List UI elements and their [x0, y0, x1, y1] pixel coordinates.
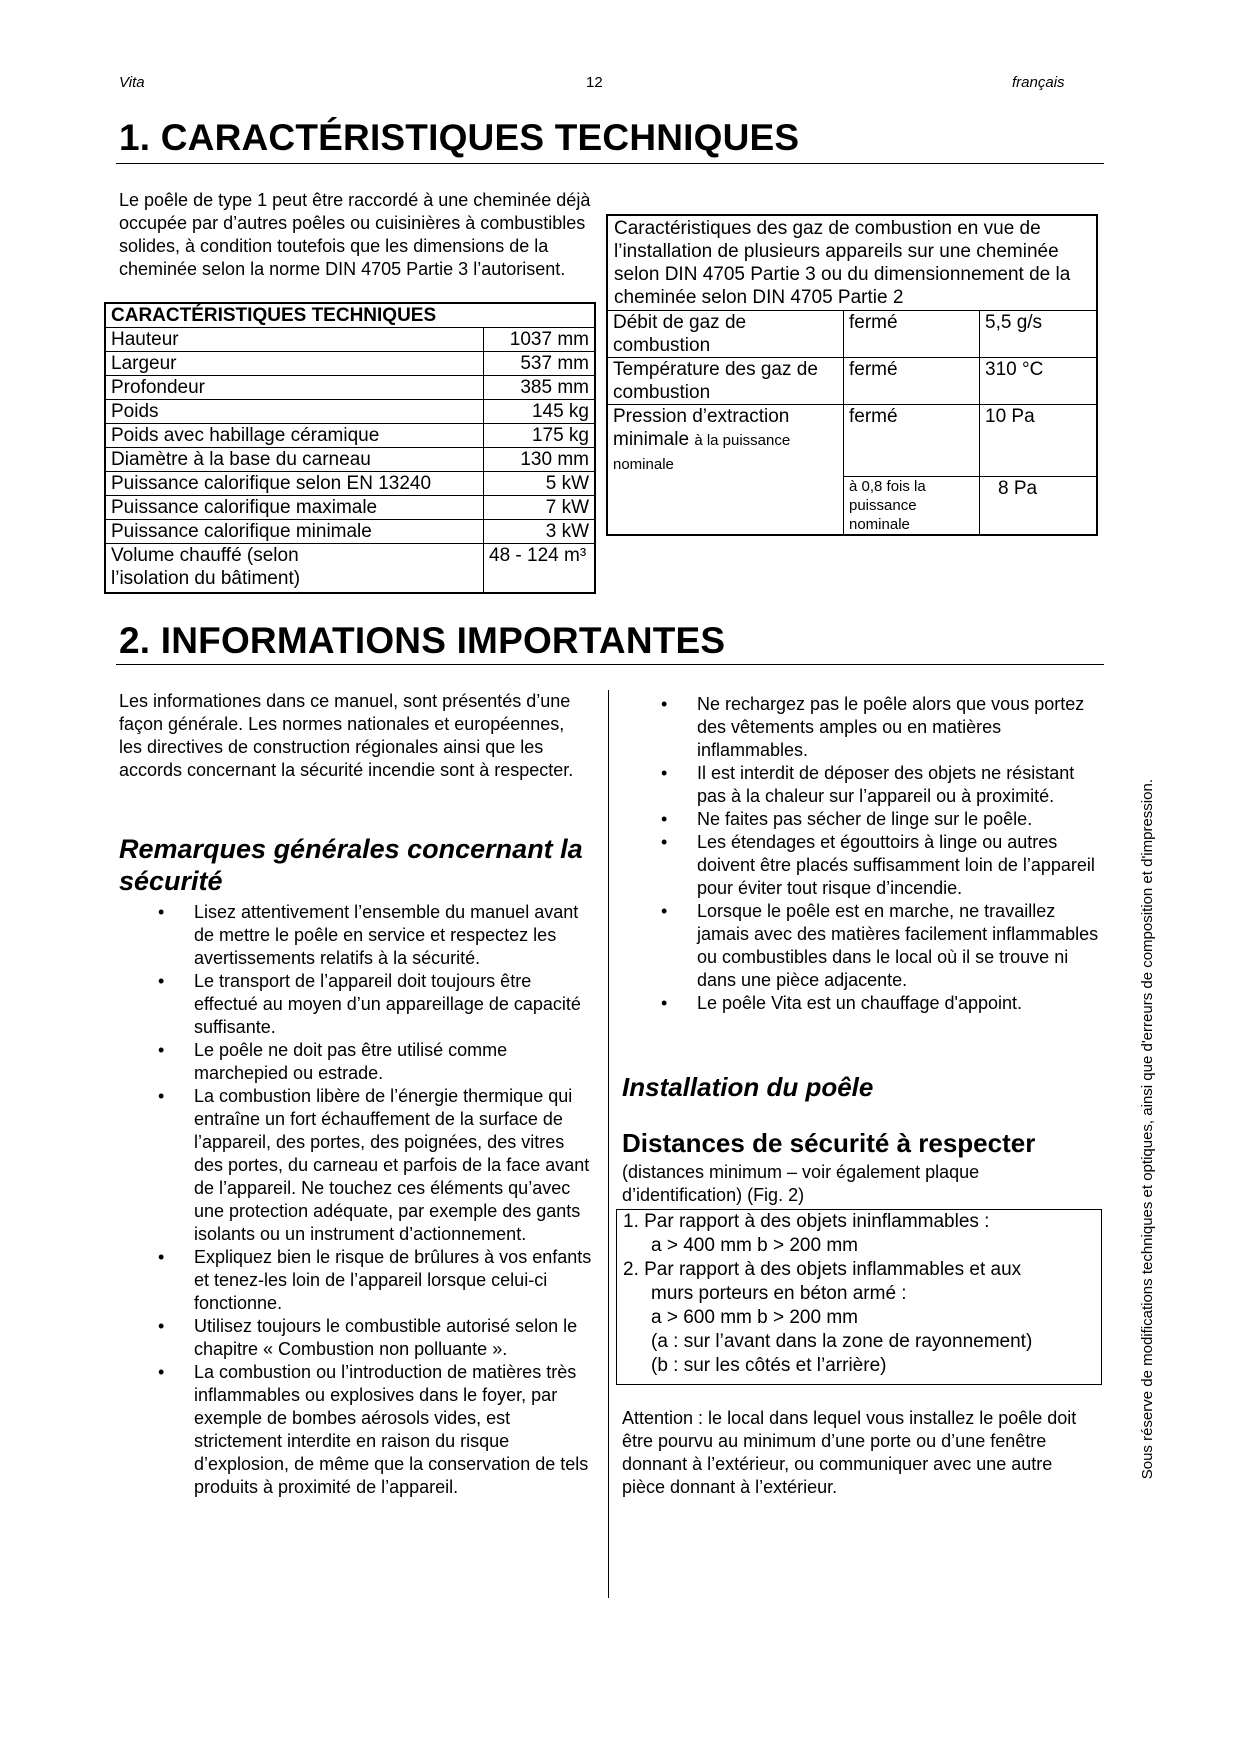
- gas-value: 8 Pa: [980, 476, 1098, 535]
- table-row: [105, 544, 595, 594]
- install-heading: Installation du poêle: [622, 1072, 874, 1102]
- table-row: [607, 405, 1097, 477]
- section2-intro: Les informationes dans ce manuel, sont présentés d’une façon générale. Les normes nationales et européennes, les directives de construction régionales ainsi que les accords concernant la sécurité incendie sont à respecter.: [119, 691, 574, 780]
- column-divider: [608, 690, 609, 1598]
- table-row: [105, 520, 595, 544]
- gas-label: Température des gaz de combustion: [607, 358, 844, 405]
- distance-note-b: (b : sur les côtés et l’arrière): [651, 1355, 887, 1376]
- distance-item-2: 2. Par rapport à des objets inflammables et aux: [623, 1259, 1022, 1280]
- list-item: • Ne rechargez pas le poêle alors que vous portez des vêtements amples ou en matières inflammables.: [659, 693, 1104, 762]
- list-item: • Lisez attentivement l’ensemble du manuel avant de mettre le poêle en service et respectez les avertissements relatifs à la sécurité.: [156, 901, 592, 970]
- spec-value: 537 mm: [484, 352, 596, 376]
- table-row: [607, 358, 1097, 405]
- distances-note: (distances minimum – voir également plaque d’identification) (Fig. 2): [622, 1162, 980, 1205]
- section2-title: 2. INFORMATIONS IMPORTANTES: [119, 620, 726, 661]
- gas-condition: à 0,8 fois la puissance nominale: [844, 476, 980, 535]
- list-item: • Utilisez toujours le combustible autorisé selon le chapitre « Combustion non polluante ».: [156, 1315, 592, 1361]
- list-item: • La combustion ou l’introduction de matières très inflammables ou explosives dans le foyer, par exemple de bombes aérosols vides, est strictement interdite en raison du risque d’explosion, de même que la conservation de tels produits à proximité de l’appareil.: [156, 1361, 592, 1499]
- flue-gas-heading: Caractéristiques des gaz de combustion en vue de l’installation de plusieurs appareils sur une cheminée selon DIN 4705 Partie 3 ou du dimensionnement de la cheminée selon DIN 4705 Partie 2: [607, 215, 1097, 311]
- distance-note-a: (a : sur l’avant dans la zone de rayonnement): [651, 1331, 1033, 1352]
- table-row: [105, 448, 595, 472]
- flue-gas-table: [606, 214, 1098, 536]
- spec-value: 145 kg: [484, 400, 596, 424]
- table-row: [105, 376, 595, 400]
- tech-specs-table: [104, 302, 596, 594]
- spec-label: Poids: [105, 400, 484, 424]
- gas-condition: fermé: [844, 358, 980, 405]
- list-item: • Le poêle Vita est un chauffage d'appoint.: [659, 992, 1104, 1015]
- gas-label-small: à la puissance nominale: [613, 432, 791, 473]
- spec-label: Puissance calorifique maximale: [105, 496, 484, 520]
- section1-intro: Le poêle de type 1 peut être raccordé à une cheminée déjà occupée par d’autres poêles ou cuisinières à combustibles solides, à condition toutefois que les dimensions de la cheminée selon la norme DIN 4705 Partie 3 l’autorisent.: [119, 190, 591, 279]
- table-row: [105, 352, 595, 376]
- distance-values-1: a > 400 mm b > 200 mm: [651, 1235, 858, 1256]
- header-left: Vita: [119, 74, 145, 91]
- spec-label: Poids avec habillage céramique: [105, 424, 484, 448]
- list-item: • Expliquez bien le risque de brûlures à vos enfants et tenez-les loin de l’appareil lorsque celui-ci fonctionne.: [156, 1246, 592, 1315]
- spec-label: Puissance calorifique minimale: [105, 520, 484, 544]
- empty-cell: [607, 476, 844, 535]
- attention-note: Attention : le local dans lequel vous installez le poêle doit être pourvu au minimum d’une porte ou d’une fenêtre donnant à l’extérieur, ou communiquer avec une autre pièce donnant à l’extérieur.: [622, 1408, 1077, 1497]
- gas-condition: fermé: [844, 405, 980, 477]
- tech-specs-title: CARACTÉRISTIQUES TECHNIQUES: [105, 303, 595, 328]
- spec-label: Largeur: [105, 352, 484, 376]
- distance-values-2: a > 600 mm b > 200 mm: [651, 1307, 858, 1328]
- spec-value: 48 - 124 m³: [484, 544, 596, 594]
- spec-label: Puissance calorifique selon EN 13240: [105, 472, 484, 496]
- safety-heading: Remarques générales concernant la sécurité: [119, 834, 583, 896]
- gas-label: Débit de gaz de combustion: [607, 311, 844, 358]
- list-item: • Lorsque le poêle est en marche, ne travaillez jamais avec des matières facilement inflammables ou combustibles dans le local où il se trouve ni dans une pièce adjacente.: [659, 900, 1104, 992]
- safety-list-left: [156, 901, 592, 1499]
- gas-condition: fermé: [844, 311, 980, 358]
- safety-list-right: [659, 693, 1104, 1015]
- list-item: • Ne faites pas sécher de linge sur le poêle.: [659, 808, 1104, 831]
- spec-value: 3 kW: [484, 520, 596, 544]
- table-row: [607, 311, 1097, 358]
- spec-value: 175 kg: [484, 424, 596, 448]
- spec-value: 1037 mm: [484, 328, 596, 352]
- gas-value: 5,5 g/s: [980, 311, 1098, 358]
- list-item: • Les étendages et égouttoirs à linge ou autres doivent être placés suffisamment loin de l’appareil pour éviter tout risque d’incendie.: [659, 831, 1104, 900]
- spec-label: Profondeur: [105, 376, 484, 400]
- gas-label-main: Pression d’extraction minimale: [613, 406, 790, 450]
- gas-value: 10 Pa: [980, 405, 1098, 477]
- table-row: [105, 496, 595, 520]
- section2-rule: [116, 664, 1104, 665]
- spec-value: 130 mm: [484, 448, 596, 472]
- list-item: • Le poêle ne doit pas être utilisé comme marchepied ou estrade.: [156, 1039, 592, 1085]
- list-item: • Le transport de l’appareil doit toujours être effectué au moyen d’un appareillage de capacité suffisante.: [156, 970, 592, 1039]
- table-row: [105, 472, 595, 496]
- gas-value: 310 °C: [980, 358, 1098, 405]
- spec-label: Hauteur: [105, 328, 484, 352]
- table-row: [105, 424, 595, 448]
- side-note: Sous réserve de modifications techniques et optiques, ainsi que d'erreurs de composition et d'impression.: [1139, 779, 1156, 1480]
- spec-label: Diamètre à la base du carneau: [105, 448, 484, 472]
- distances-box: [616, 1209, 1102, 1385]
- distance-item-2-cont: murs porteurs en béton armé :: [651, 1283, 907, 1304]
- distance-item-1: 1. Par rapport à des objets ininflammables :: [623, 1211, 990, 1232]
- list-item: • Il est interdit de déposer des objets ne résistant pas à la chaleur sur l’appareil ou à proximité.: [659, 762, 1104, 808]
- spec-value: 7 kW: [484, 496, 596, 520]
- table-row: [105, 328, 595, 352]
- section1-rule: [116, 163, 1104, 164]
- distances-heading: Distances de sécurité à respecter: [622, 1128, 1036, 1158]
- section1-title: 1. CARACTÉRISTIQUES TECHNIQUES: [119, 117, 800, 158]
- page-number: 12: [586, 74, 603, 91]
- list-item: • La combustion libère de l’énergie thermique qui entraîne un fort échauffement de la surface de l’appareil, des portes, des poignées, des vitres des portes, du carneau et parfois de la face avant de l’appareil. Ne touchez ces éléments qu’avec une protection adéquate, par exemple des gants isolants ou un instrument d’actionnement.: [156, 1085, 592, 1246]
- gas-label: [607, 405, 844, 477]
- header-right: français: [1012, 74, 1065, 91]
- table-row: [607, 476, 1097, 535]
- spec-value: 5 kW: [484, 472, 596, 496]
- table-row: [105, 400, 595, 424]
- spec-value: 385 mm: [484, 376, 596, 400]
- spec-label: Volume chauffé (selon l’isolation du bâtiment): [105, 544, 484, 594]
